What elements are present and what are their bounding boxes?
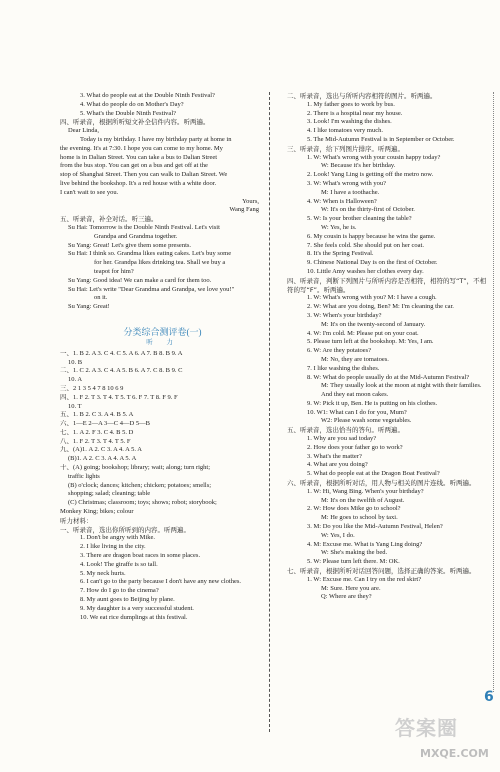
text-line: 6. My cousin is happy because he wins the game.	[307, 232, 436, 240]
text-line: 1. Why are you sad today?	[307, 435, 377, 443]
text-line: stop of Shanghai Street. Then you can walk to Dalian Street. We	[60, 171, 228, 179]
text-line: 4. I like tomatoes very much.	[307, 127, 383, 135]
text-line: Su Yang: Great! Let's give them some presents.	[68, 241, 192, 249]
text-line: 5. Please turn left at the bookshop. M: Yes, I am.	[307, 338, 434, 346]
text-line: 4. M: Excuse me. What is Yang Ling doing?	[307, 540, 423, 548]
answer-line: 2. I like living in the city.	[80, 543, 146, 551]
answer-line: 四、1. F 2. T 3. T 4. T 5. T 6. F 7. T 8. F 9. F	[60, 393, 178, 401]
text-line: W2: Please wash some vegetables.	[321, 417, 412, 425]
text-line: home is in Dalian Street. You can take a bus to Dalian Street	[60, 153, 218, 161]
text-line: Today is my birthday. I have my birthday party at home in	[80, 135, 232, 143]
text-line: I can't wait to see you.	[60, 188, 119, 196]
answer-line: (B) o'clock; dances; kitchen; chicken; potatoes; smells;	[68, 481, 212, 489]
text-line: 2. W: How does Mike go to school?	[307, 505, 401, 513]
watermark-url: MXQE.COM	[420, 747, 489, 760]
text-line: 2. There is a hospital near my house.	[307, 109, 403, 117]
text-line: 3. M: Do you like the Mid-Autumn Festival, Helen?	[307, 523, 443, 531]
text-line: for her. Grandpa likes drinking tea. Shall we buy a	[94, 259, 226, 267]
left-column	[60, 92, 265, 622]
text-line: M: They usually look at the moon at night with their families.	[321, 382, 482, 390]
text-line: Dear Linda,	[68, 127, 100, 135]
text-line: live behind the bookshop. It's a red house with a white door.	[60, 179, 217, 187]
answer-line: 4. Look! The giraffe is so tall.	[80, 560, 158, 568]
text-line: 3. What's the matter?	[307, 452, 362, 460]
answer-line: 八、1. F 2. T 3. T 4. T 5. F	[60, 437, 131, 445]
answer-line: traffic lights	[68, 472, 100, 480]
section-title: 分类综合测评卷(一)	[123, 326, 202, 337]
text-line: 8. W: What do people usually do at the Mid-Autumn Festival?	[307, 373, 470, 381]
text-line: 四、听录音，根据所听短文补全信件内容。听两遍。	[60, 118, 210, 127]
answer-line: 十、(A) going; bookshop; library; wait; along; turn right;	[60, 464, 211, 472]
text-line: 9. Chinese National Day is on the first of October.	[307, 259, 438, 267]
text-line: 4. W: I'm cold. M: Please put on your coat.	[307, 329, 419, 337]
text-line: M: Sure. Here you are.	[321, 584, 381, 592]
text-line: 1. W: What's wrong with you? M: I have a cough.	[307, 294, 437, 302]
text-line: W: Yes, I do.	[321, 531, 355, 539]
right-column	[287, 92, 487, 602]
answer-line: 7. How do I go to the cinema?	[80, 587, 159, 595]
text-line: 9. W: Pick it up, Ben. He is putting on his clothes.	[307, 399, 438, 407]
text-line: Su Hai: I think so. Grandma likes eating cakes. Let's buy some	[68, 250, 232, 258]
text-line: W: She's making the bed.	[321, 549, 388, 557]
text-line: 二、听录音，选出与所听内容相符的图片。听两遍。	[287, 92, 437, 100]
answer-line: 8. My aunt goes to Beijing by plane.	[80, 596, 175, 604]
text-line: Su Hai: Tomorrow is the Double Ninth Festival. Let's visit	[68, 223, 220, 231]
answer-line: (C) Christmas; classroom; toys; shows; robot; storybook;	[68, 499, 217, 507]
text-line: 5. What do people eat at the Dragon Boat Festival?	[307, 470, 440, 478]
answer-line: 听力材料：	[60, 516, 93, 525]
text-line: Grandpa and Grandma together.	[94, 232, 178, 240]
text-line: M: It's on the twenty-second of January.	[321, 320, 426, 328]
text-line: 1. W: Excuse me. Can I try on the red skirt?	[307, 575, 422, 583]
text-line: Wang Fang	[229, 206, 259, 214]
watermark-logo: 答案圈	[395, 716, 458, 740]
text-line: Su Yang: Great!	[68, 303, 110, 311]
text-line: 1. W: Hi, Wang Bing. When's your birthday?	[307, 487, 424, 495]
text-line: 3. Look! I'm washing the dishes.	[307, 118, 392, 126]
text-line: 10. Little Amy washes her clothes every day.	[307, 267, 424, 275]
text-line: 四、听录音，判断下列图片与所听内容是否相符，相符的写“T”，不相	[287, 276, 487, 285]
section-subtitle: 听 力	[146, 338, 179, 346]
text-line: 7. She feels cold. She should put on her coat.	[307, 241, 424, 249]
text-line: M: He goes to school by taxi.	[321, 514, 398, 522]
text-line: 五、听录音，选出恰当的答句。听两遍。	[287, 426, 404, 435]
text-line: And they eat moon cakes.	[321, 391, 389, 399]
answer-line: (B)1. A 2. C 3. A 4. A 5. A	[68, 455, 137, 463]
answer-line: 一、1. B 2. A 3. C 4. C 5. A 6. A 7. B 8. B 9. A	[60, 349, 183, 357]
page-edge-border	[493, 92, 494, 692]
text-line: Su Yang: Good idea! We can make a card for them too.	[68, 276, 212, 284]
text-line: 4. What are you doing?	[307, 461, 368, 469]
text-line: 2. W: What are you doing, Ben? M: I'm cleaning the car.	[307, 303, 454, 311]
answer-line: 3. There are dragon boat races in some places.	[80, 552, 201, 560]
text-line: 2. How does your father go to work?	[307, 443, 403, 451]
text-line: 2. Look! Yang Ling is getting off the metro now.	[307, 171, 434, 179]
text-line: 3. W: When's your birthday?	[307, 311, 382, 319]
text-line: Yours,	[242, 197, 259, 205]
text-line: 符的写“F”。听两遍。	[287, 285, 350, 294]
text-line: M: It's on the twelfth of August.	[321, 496, 405, 504]
text-line: 10. W1: What can I do for you, Mum?	[307, 408, 407, 416]
answer-line: 六、1—E 2—A 3—C 4—D 5—B	[60, 420, 150, 428]
text-line: 8. It's the Spring Festival.	[307, 250, 374, 258]
answer-line: 九、(A)1. A 2. C 3. A 4. A 5. A	[60, 446, 142, 454]
text-line: W: Yes, he is.	[321, 223, 357, 231]
answer-line: 5. My neck hurts.	[80, 569, 126, 577]
answer-line: 9. My daughter is a very successful student.	[80, 604, 194, 612]
answer-line: 五、1. B 2. C 3. A 4. B 5. A	[60, 411, 134, 419]
text-line: 4. What do people do on Mother's Day?	[80, 100, 184, 108]
page-number: 6	[484, 689, 494, 705]
left-text-block	[60, 92, 265, 312]
text-line: 4. W: When is Halloween?	[307, 197, 377, 205]
answer-line: 6. I can't go to the party because I don't have any new clothes.	[80, 578, 241, 586]
answer-line: shopping; salad; cleaning; table	[68, 490, 151, 498]
text-line: 3. W: What's wrong with you?	[307, 179, 387, 187]
text-line: 六、听录音，根据所听对话，用人物与相关的图片连线。听两遍。	[287, 479, 476, 488]
answer-line: 10. B	[68, 358, 83, 366]
answer-line: 1. Don't be angry with Mike.	[80, 534, 156, 542]
text-line: 1. My father goes to work by bus.	[307, 100, 395, 108]
answer-line: 10. A	[68, 376, 83, 384]
text-line: 3. What do people eat at the Double Ninth Festival?	[80, 92, 215, 99]
text-line: 1. W: What's wrong with your cousin happy today?	[307, 153, 441, 161]
answer-line: 二、1. C 2. A 3. C 4. A 5. B 6. A 7. C 8. B 9. C	[60, 367, 183, 375]
text-line: 五、听录音，补全对话。听三遍。	[60, 215, 158, 224]
text-line: 5. What's the Double Ninth Festival?	[80, 109, 177, 117]
column-divider	[269, 92, 270, 732]
right-text-block	[287, 92, 487, 602]
text-line: W: Because it's her birthday.	[321, 162, 396, 170]
answer-line: 10. We eat rice dumplings at this festival.	[80, 613, 188, 621]
text-line: 7. I like washing the dishes.	[307, 364, 380, 372]
text-line: from the bus stop. You can get on a bus and get off at the	[60, 162, 208, 170]
text-line: teapot for him?	[94, 267, 134, 275]
answer-line: Monkey King; bikes; colour	[60, 508, 134, 516]
text-line: M: No, they are tomatoes.	[321, 355, 389, 363]
text-line: 5. W: Please turn left there. M: OK.	[307, 558, 400, 566]
text-line: W: It's on the thirty-first of October.	[321, 206, 415, 214]
text-line: M: I have a toothache.	[321, 188, 380, 196]
answer-block	[60, 350, 265, 623]
text-line: 5. The Mid-Autumn Festival is in September or October.	[307, 135, 455, 143]
text-line: the evening. It's at 7:30. I hope you can come to my home. My	[60, 144, 223, 152]
text-line: 6. W: Are they potatoes?	[307, 347, 372, 355]
text-line: 三、听录音，给下列图片排序。听两遍。	[287, 144, 404, 153]
answer-line: 10. T	[68, 402, 82, 410]
text-line: on it.	[94, 294, 108, 302]
text-line: Q: Where are they?	[321, 593, 372, 601]
answer-line: 三、2 1 3 5 4 7 8 10 6 9	[60, 384, 124, 392]
answer-line: 一、听录音，选出你所听到的内容。听两遍。	[60, 525, 190, 534]
text-line: Su Hai: Let's write "Dear Grandma and Grandpa, we love you!"	[68, 285, 235, 293]
text-line: 5. W: Is your brother cleaning the table?	[307, 215, 412, 223]
text-line: 七、听录音，根据所听对话回答问题，选择正确的答案。听两遍。	[287, 567, 476, 576]
answer-line: 七、1. A 2. F 3. C 4. B 5. D	[60, 428, 134, 436]
